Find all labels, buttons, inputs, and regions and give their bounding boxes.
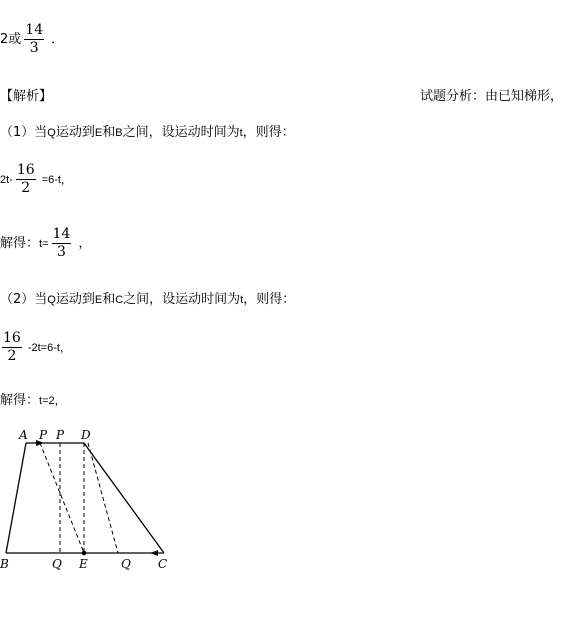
case1-eq-num: 16 [16,162,35,178]
dashed-p-to-e [40,443,84,553]
side-ab [6,443,26,553]
label-a: A [19,428,28,442]
case2-var-t: t [240,294,244,306]
case2-heading-mid2: 和 [102,292,116,307]
case2-eq-num: 16 [3,330,21,346]
case1-sol-den: 3 [56,244,66,260]
point-e-dot [82,551,87,556]
answer-prefix: 2或 [0,32,22,47]
case1-eq-den: 2 [21,180,31,196]
dashed-d-to-q [88,443,118,553]
case2-var-e: E [94,294,103,306]
case2-heading-pre: （2）当 [0,292,48,307]
label-p2: P [56,428,65,442]
case2-eq-post: -2t=6-t， [27,342,71,354]
trapezoid-figure [0,425,180,575]
label-p1: P [39,428,48,442]
label-q1: Q [52,557,62,571]
analysis-tag: 【解析】 [0,89,53,104]
case1-sol-post: ， [78,236,92,251]
answer-frac-den: 3 [29,40,39,56]
case1-heading-end: ，则得： [242,125,295,140]
analysis-intro: 试题分析：由已知梯形， [420,89,564,104]
answer-suffix: ． [51,32,65,47]
label-d: D [81,428,91,442]
case1-heading [0,121,295,140]
case2-sol-val: t=2， [39,395,66,407]
case1-heading-mid3: 之间，设运动时间为 [122,125,240,140]
side-dc [84,443,164,553]
case2-heading [0,288,295,307]
case1-sol-pre: t= [39,238,49,250]
case2-equation [0,330,71,365]
case1-heading-pre: （1）当 [0,125,48,140]
case2-solution [0,389,66,408]
case1-var-t: t [239,127,243,139]
case2-heading-end: ，则得： [243,292,296,307]
label-q2: Q [121,557,131,571]
case2-sol-label: 解得： [0,393,40,408]
case2-var-c: C [115,294,124,306]
case2-heading-mid3: 之间，设运动时间为 [123,292,241,307]
case1-equation [0,162,72,197]
arrow-on-bc [150,550,158,556]
label-b: B [0,557,9,571]
case2-var-q: Q [47,294,56,306]
case1-sol-fraction [52,226,72,261]
case1-heading-mid2: 和 [102,125,116,140]
label-c: C [158,557,168,571]
case1-var-b: B [115,127,123,139]
case1-eq-post: =6-t， [41,174,72,186]
case2-heading-mid1: 运动到 [55,292,95,307]
case2-eq-den: 2 [7,348,17,364]
case1-heading-mid1: 运动到 [55,125,95,140]
case1-var-e: E [94,127,103,139]
answer-frac-num: 14 [25,22,44,38]
case1-sol-label: 解得： [0,236,40,251]
answer-line [0,22,64,57]
label-e: E [79,557,88,571]
case1-var-q: Q [47,127,56,139]
case1-eq-fraction [16,162,36,197]
answer-fraction [24,22,44,57]
case2-eq-fraction [2,330,22,365]
case1-solution [0,226,91,261]
case1-eq-pre: 2t- [0,174,13,186]
case1-sol-num: 14 [52,226,71,242]
